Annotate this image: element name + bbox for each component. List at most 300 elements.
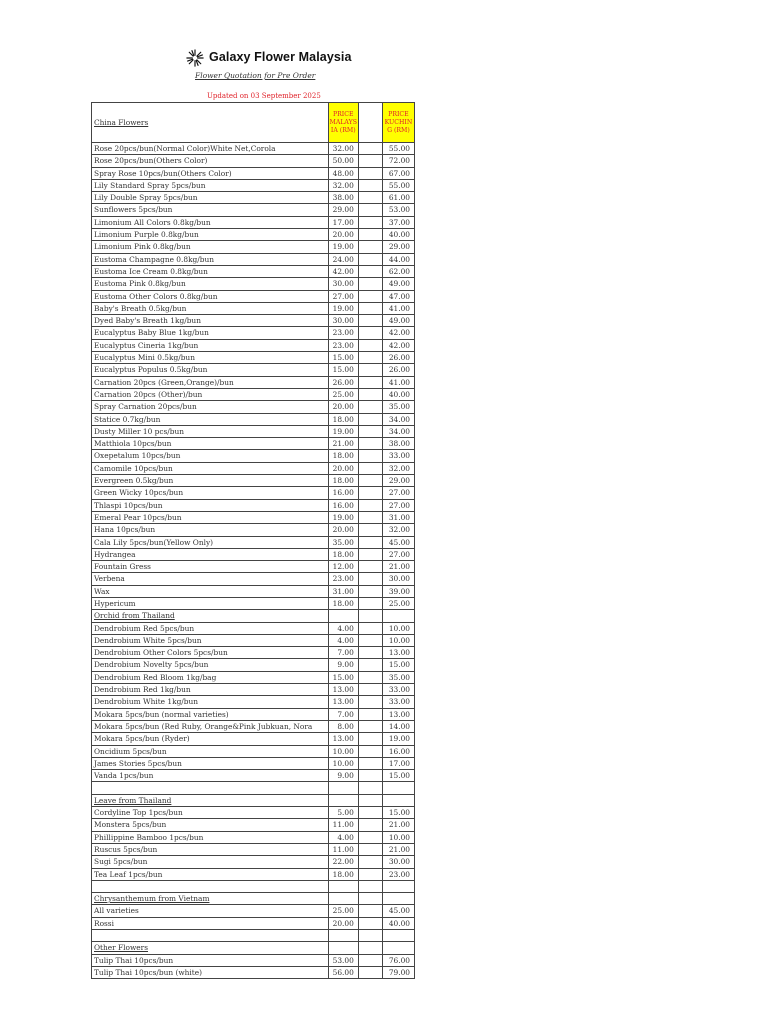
- item-name-cell: Statice 0.7kg/bun: [92, 413, 329, 425]
- spacer-cell: [358, 401, 382, 413]
- item-name-cell: Sunflowers 5pcs/bun: [92, 204, 329, 216]
- item-name-cell: Rose 20pcs/bun(Normal Color)White Net,Corola: [92, 143, 329, 155]
- table-row: [92, 167, 415, 179]
- price-kuching-cell: [382, 782, 414, 794]
- spacer-cell: [358, 942, 382, 954]
- price-kuching-header: PRICE KUCHIN G (RM): [382, 103, 414, 143]
- table-row: [92, 462, 415, 474]
- price-kuching-cell: 21.00: [382, 561, 414, 573]
- spacer-cell: [358, 155, 382, 167]
- table-row: [92, 143, 415, 155]
- spacer-cell: [358, 647, 382, 659]
- spacer-cell: [358, 782, 382, 794]
- spacer-cell: [358, 216, 382, 228]
- price-malaysia-cell: 53.00: [328, 954, 358, 966]
- table-row: [92, 585, 415, 597]
- item-name-cell: Dusty Miller 10 pcs/bun: [92, 425, 329, 437]
- price-malaysia-cell: 13.00: [328, 733, 358, 745]
- table-row: [92, 757, 415, 769]
- table-row: [92, 966, 415, 978]
- price-kuching-cell: 32.00: [382, 524, 414, 536]
- price-malaysia-cell: 18.00: [328, 868, 358, 880]
- item-name-cell: Phillippine Bamboo 1pcs/bun: [92, 831, 329, 843]
- price-malaysia-cell: 20.00: [328, 462, 358, 474]
- table-row: [92, 450, 415, 462]
- spacer-cell: [358, 757, 382, 769]
- section-header-row: [92, 794, 415, 806]
- price-kuching-cell: 14.00: [382, 720, 414, 732]
- spacer-cell: [358, 930, 382, 942]
- table-row: [92, 253, 415, 265]
- table-row: [92, 868, 415, 880]
- spacer-cell: [358, 499, 382, 511]
- price-malaysia-cell: [328, 942, 358, 954]
- spacer-cell: [358, 450, 382, 462]
- price-kuching-cell: 16.00: [382, 745, 414, 757]
- price-malaysia-cell: 11.00: [328, 819, 358, 831]
- table-row: [92, 511, 415, 523]
- price-malaysia-cell: 31.00: [328, 585, 358, 597]
- item-name-cell: Leave from Thailand: [92, 794, 329, 806]
- price-malaysia-cell: 23.00: [328, 339, 358, 351]
- price-malaysia-cell: 15.00: [328, 352, 358, 364]
- price-kuching-cell: 42.00: [382, 327, 414, 339]
- price-malaysia-cell: 19.00: [328, 241, 358, 253]
- price-kuching-cell: 17.00: [382, 757, 414, 769]
- item-name-cell: Limonium Pink 0.8kg/bun: [92, 241, 329, 253]
- spacer-cell: [358, 696, 382, 708]
- item-name-cell: Rose 20pcs/bun(Others Color): [92, 155, 329, 167]
- spacer-cell: [358, 192, 382, 204]
- price-kuching-cell: 31.00: [382, 511, 414, 523]
- table-row: [92, 352, 415, 364]
- price-malaysia-cell: 25.00: [328, 905, 358, 917]
- price-kuching-cell: 15.00: [382, 807, 414, 819]
- item-name-cell: Emeral Pear 10pcs/bun: [92, 511, 329, 523]
- price-table: [91, 102, 415, 979]
- price-kuching-cell: 27.00: [382, 548, 414, 560]
- price-kuching-cell: 13.00: [382, 708, 414, 720]
- item-name-cell: Dendrobium White 5pcs/bun: [92, 634, 329, 646]
- table-row: [92, 315, 415, 327]
- price-malaysia-cell: [328, 880, 358, 892]
- item-name-cell: Dendrobium White 1kg/bun: [92, 696, 329, 708]
- price-malaysia-cell: 17.00: [328, 216, 358, 228]
- table-row: [92, 671, 415, 683]
- item-name-cell: Hypericum: [92, 597, 329, 609]
- price-kuching-cell: 29.00: [382, 475, 414, 487]
- price-kuching-cell: 10.00: [382, 622, 414, 634]
- price-kuching-cell: 27.00: [382, 487, 414, 499]
- item-name-cell: Limonium Purple 0.8kg/bun: [92, 229, 329, 241]
- item-name-cell: Chrysanthemum from Vietnam: [92, 893, 329, 905]
- page-header: [0, 48, 768, 68]
- spacer-cell: [358, 634, 382, 646]
- spacer-cell: [358, 708, 382, 720]
- spacer-cell: [358, 548, 382, 560]
- price-malaysia-cell: 4.00: [328, 831, 358, 843]
- item-name-cell: Evergreen 0.5kg/bun: [92, 475, 329, 487]
- price-malaysia-cell: [328, 794, 358, 806]
- blank-row: [92, 880, 415, 892]
- table-row: [92, 954, 415, 966]
- price-malaysia-cell: 48.00: [328, 167, 358, 179]
- table-row: [92, 905, 415, 917]
- spacer-cell: [358, 204, 382, 216]
- blank-row: [92, 930, 415, 942]
- price-kuching-cell: 30.00: [382, 856, 414, 868]
- spacer-cell: [358, 179, 382, 191]
- item-name-cell: Dendrobium Red 1kg/bun: [92, 684, 329, 696]
- price-malaysia-cell: 18.00: [328, 475, 358, 487]
- document-subtitle: Flower Quotation for Pre Order: [195, 71, 316, 80]
- price-malaysia-cell: 9.00: [328, 770, 358, 782]
- price-kuching-cell: 45.00: [382, 536, 414, 548]
- item-name-cell: Ruscus 5pcs/bun: [92, 843, 329, 855]
- price-kuching-cell: 39.00: [382, 585, 414, 597]
- item-name-cell: Tea Leaf 1pcs/bun: [92, 868, 329, 880]
- spacer-cell: [358, 622, 382, 634]
- spacer-cell: [358, 438, 382, 450]
- table-row: [92, 720, 415, 732]
- spacer-cell: [358, 364, 382, 376]
- spacer-cell: [358, 684, 382, 696]
- table-row: [92, 917, 415, 929]
- spacer-cell: [358, 339, 382, 351]
- price-kuching-cell: 32.00: [382, 462, 414, 474]
- item-name-cell: Lily Double Spray 5pcs/bun: [92, 192, 329, 204]
- price-kuching-cell: 26.00: [382, 352, 414, 364]
- price-malaysia-cell: 10.00: [328, 745, 358, 757]
- starburst-flower-icon: [186, 49, 204, 67]
- table-row: [92, 229, 415, 241]
- item-name-cell: Rossi: [92, 917, 329, 929]
- item-name-cell: Verbena: [92, 573, 329, 585]
- spacer-cell: [358, 807, 382, 819]
- table-row: [92, 376, 415, 388]
- brand-name: Galaxy Flower Malaysia: [209, 50, 352, 64]
- table-row: [92, 216, 415, 228]
- item-name-cell: Mokara 5pcs/bun (Red Ruby, Orange&Pink Jubkuan, Nora: [92, 720, 329, 732]
- price-malaysia-cell: 22.00: [328, 856, 358, 868]
- table-row: [92, 364, 415, 376]
- price-kuching-cell: 23.00: [382, 868, 414, 880]
- price-kuching-cell: 19.00: [382, 733, 414, 745]
- price-malaysia-cell: 20.00: [328, 229, 358, 241]
- price-malaysia-cell: [328, 610, 358, 622]
- spacer-cell: [358, 917, 382, 929]
- price-malaysia-cell: 25.00: [328, 388, 358, 400]
- price-malaysia-cell: 18.00: [328, 548, 358, 560]
- spacer-cell: [358, 868, 382, 880]
- price-malaysia-cell: 29.00: [328, 204, 358, 216]
- category-header: China Flowers: [92, 103, 329, 143]
- spacer-cell: [358, 462, 382, 474]
- item-name-cell: Mokara 5pcs/bun (Ryder): [92, 733, 329, 745]
- table-row: [92, 425, 415, 437]
- price-kuching-cell: 72.00: [382, 155, 414, 167]
- price-malaysia-cell: 5.00: [328, 807, 358, 819]
- spacer-cell: [358, 327, 382, 339]
- price-malaysia-cell: 19.00: [328, 302, 358, 314]
- item-name-cell: Dendrobium Novelty 5pcs/bun: [92, 659, 329, 671]
- price-kuching-cell: [382, 880, 414, 892]
- price-malaysia-cell: 7.00: [328, 647, 358, 659]
- item-name-cell: Carnation 20pcs (Green,Orange)/bun: [92, 376, 329, 388]
- price-malaysia-cell: 10.00: [328, 757, 358, 769]
- spacer-cell: [358, 143, 382, 155]
- table-row: [92, 745, 415, 757]
- price-kuching-cell: 47.00: [382, 290, 414, 302]
- price-kuching-cell: 15.00: [382, 659, 414, 671]
- table-row: [92, 819, 415, 831]
- price-kuching-cell: 40.00: [382, 229, 414, 241]
- price-malaysia-cell: 50.00: [328, 155, 358, 167]
- price-malaysia-cell: 38.00: [328, 192, 358, 204]
- price-kuching-cell: 34.00: [382, 413, 414, 425]
- price-malaysia-cell: 56.00: [328, 966, 358, 978]
- price-kuching-cell: 45.00: [382, 905, 414, 917]
- table-row: [92, 831, 415, 843]
- item-name-cell: Carnation 20pcs (Other)/bun: [92, 388, 329, 400]
- item-name-cell: [92, 782, 329, 794]
- table-row: [92, 573, 415, 585]
- table-row: [92, 659, 415, 671]
- price-kuching-cell: 44.00: [382, 253, 414, 265]
- price-kuching-cell: 13.00: [382, 647, 414, 659]
- price-kuching-cell: 33.00: [382, 450, 414, 462]
- spacer-cell: [358, 843, 382, 855]
- table-row: [92, 696, 415, 708]
- price-malaysia-cell: 7.00: [328, 708, 358, 720]
- spacer-cell: [358, 524, 382, 536]
- item-name-cell: Eucalyptus Mini 0.5kg/bun: [92, 352, 329, 364]
- item-name-cell: Dyed Baby's Breath 1kg/bun: [92, 315, 329, 327]
- price-malaysia-cell: 12.00: [328, 561, 358, 573]
- table-row: [92, 204, 415, 216]
- price-kuching-cell: 61.00: [382, 192, 414, 204]
- item-name-cell: Tulip Thai 10pcs/bun (white): [92, 966, 329, 978]
- spacer-cell: [358, 229, 382, 241]
- table-row: [92, 241, 415, 253]
- price-kuching-cell: [382, 893, 414, 905]
- price-malaysia-cell: 19.00: [328, 425, 358, 437]
- price-malaysia-cell: 18.00: [328, 413, 358, 425]
- price-kuching-cell: 76.00: [382, 954, 414, 966]
- price-kuching-cell: 26.00: [382, 364, 414, 376]
- item-name-cell: James Stories 5pcs/bun: [92, 757, 329, 769]
- price-kuching-cell: 40.00: [382, 388, 414, 400]
- price-kuching-cell: 37.00: [382, 216, 414, 228]
- table-row: [92, 401, 415, 413]
- table-row: [92, 622, 415, 634]
- item-name-cell: Baby's Breath 0.5kg/bun: [92, 302, 329, 314]
- table-row: [92, 438, 415, 450]
- spacer-cell: [358, 315, 382, 327]
- table-row: [92, 843, 415, 855]
- price-kuching-cell: 29.00: [382, 241, 414, 253]
- price-kuching-cell: 53.00: [382, 204, 414, 216]
- item-name-cell: Hydrangea: [92, 548, 329, 560]
- price-malaysia-cell: 20.00: [328, 401, 358, 413]
- table-row: [92, 856, 415, 868]
- price-kuching-cell: 55.00: [382, 179, 414, 191]
- item-name-cell: Limonium All Colors 0.8kg/bun: [92, 216, 329, 228]
- price-kuching-cell: 35.00: [382, 671, 414, 683]
- table-row: [92, 807, 415, 819]
- price-kuching-cell: 15.00: [382, 770, 414, 782]
- price-malaysia-cell: 18.00: [328, 597, 358, 609]
- price-malaysia-cell: 23.00: [328, 327, 358, 339]
- spacer-cell: [358, 720, 382, 732]
- price-malaysia-cell: 18.00: [328, 450, 358, 462]
- spacer-cell: [358, 376, 382, 388]
- table-row: [92, 536, 415, 548]
- spacer-cell: [358, 265, 382, 277]
- price-kuching-cell: 49.00: [382, 315, 414, 327]
- spacer-cell: [358, 241, 382, 253]
- item-name-cell: Other Flowers: [92, 942, 329, 954]
- price-malaysia-cell: 32.00: [328, 179, 358, 191]
- spacer-cell: [358, 831, 382, 843]
- price-malaysia-cell: 16.00: [328, 487, 358, 499]
- table-row: [92, 290, 415, 302]
- item-name-cell: Cordyline Top 1pcs/bun: [92, 807, 329, 819]
- spacer-cell: [358, 302, 382, 314]
- price-malaysia-cell: 35.00: [328, 536, 358, 548]
- item-name-cell: Eustoma Pink 0.8kg/bun: [92, 278, 329, 290]
- price-kuching-cell: 67.00: [382, 167, 414, 179]
- item-name-cell: Tulip Thai 10pcs/bun: [92, 954, 329, 966]
- spacer-cell: [358, 290, 382, 302]
- spacer-cell: [358, 511, 382, 523]
- item-name-cell: Fountain Gress: [92, 561, 329, 573]
- price-kuching-cell: 27.00: [382, 499, 414, 511]
- price-kuching-cell: 33.00: [382, 696, 414, 708]
- price-malaysia-cell: 13.00: [328, 684, 358, 696]
- spacer-cell: [358, 103, 382, 143]
- price-kuching-cell: 79.00: [382, 966, 414, 978]
- updated-date: Updated on 03 September 2025: [207, 92, 321, 100]
- spacer-cell: [358, 597, 382, 609]
- price-kuching-cell: 55.00: [382, 143, 414, 155]
- table-row: [92, 265, 415, 277]
- price-malaysia-cell: 30.00: [328, 278, 358, 290]
- spacer-cell: [358, 253, 382, 265]
- table-row: [92, 499, 415, 511]
- price-kuching-cell: 42.00: [382, 339, 414, 351]
- spacer-cell: [358, 413, 382, 425]
- table-row: [92, 155, 415, 167]
- item-name-cell: [92, 880, 329, 892]
- spacer-cell: [358, 905, 382, 917]
- item-name-cell: Matthiola 10pcs/bun: [92, 438, 329, 450]
- spacer-cell: [358, 770, 382, 782]
- item-name-cell: [92, 930, 329, 942]
- spacer-cell: [358, 388, 382, 400]
- spacer-cell: [358, 425, 382, 437]
- section-header-row: [92, 942, 415, 954]
- price-kuching-cell: 34.00: [382, 425, 414, 437]
- price-malaysia-cell: 15.00: [328, 364, 358, 376]
- price-kuching-cell: [382, 930, 414, 942]
- table-row: [92, 561, 415, 573]
- price-malaysia-cell: 26.00: [328, 376, 358, 388]
- price-malaysia-cell: [328, 782, 358, 794]
- item-name-cell: All varieties: [92, 905, 329, 917]
- item-name-cell: Lily Standard Spray 5pcs/bun: [92, 179, 329, 191]
- item-name-cell: Eustoma Ice Cream 0.8kg/bun: [92, 265, 329, 277]
- price-kuching-cell: 49.00: [382, 278, 414, 290]
- table-row: [92, 487, 415, 499]
- table-row: [92, 708, 415, 720]
- table-row: [92, 684, 415, 696]
- section-header-row: [92, 610, 415, 622]
- spacer-cell: [358, 880, 382, 892]
- spacer-cell: [358, 278, 382, 290]
- price-kuching-cell: 38.00: [382, 438, 414, 450]
- price-kuching-cell: 41.00: [382, 376, 414, 388]
- item-name-cell: Hana 10pcs/bun: [92, 524, 329, 536]
- item-name-cell: Dendrobium Red Bloom 1kg/bag: [92, 671, 329, 683]
- price-malaysia-cell: 23.00: [328, 573, 358, 585]
- price-kuching-cell: 40.00: [382, 917, 414, 929]
- spacer-cell: [358, 610, 382, 622]
- price-malaysia-cell: 20.00: [328, 917, 358, 929]
- spacer-cell: [358, 536, 382, 548]
- item-name-cell: Camomile 10pcs/bun: [92, 462, 329, 474]
- price-malaysia-cell: 16.00: [328, 499, 358, 511]
- spacer-cell: [358, 487, 382, 499]
- table-row: [92, 278, 415, 290]
- item-name-cell: Dendrobium Red 5pcs/bun: [92, 622, 329, 634]
- price-kuching-cell: 25.00: [382, 597, 414, 609]
- table-row: [92, 302, 415, 314]
- item-name-cell: Dendrobium Other Colors 5pcs/bun: [92, 647, 329, 659]
- item-name-cell: Eucalyptus Cineria 1kg/bun: [92, 339, 329, 351]
- price-kuching-cell: 10.00: [382, 831, 414, 843]
- spacer-cell: [358, 573, 382, 585]
- table-row: [92, 179, 415, 191]
- spacer-cell: [358, 819, 382, 831]
- price-malaysia-cell: 11.00: [328, 843, 358, 855]
- table-row: [92, 192, 415, 204]
- price-kuching-cell: [382, 942, 414, 954]
- price-malaysia-cell: 4.00: [328, 622, 358, 634]
- price-malaysia-cell: 30.00: [328, 315, 358, 327]
- spacer-cell: [358, 167, 382, 179]
- price-kuching-cell: 21.00: [382, 843, 414, 855]
- item-name-cell: Orchid from Thailand: [92, 610, 329, 622]
- blank-row: [92, 782, 415, 794]
- price-malaysia-cell: 8.00: [328, 720, 358, 732]
- item-name-cell: Eucalyptus Baby Blue 1kg/bun: [92, 327, 329, 339]
- spacer-cell: [358, 893, 382, 905]
- price-kuching-cell: [382, 610, 414, 622]
- item-name-cell: Oncidium 5pcs/bun: [92, 745, 329, 757]
- spacer-cell: [358, 856, 382, 868]
- price-malaysia-cell: 32.00: [328, 143, 358, 155]
- item-name-cell: Cala Lily 5pcs/bun(Yellow Only): [92, 536, 329, 548]
- table-header-row: [92, 103, 415, 143]
- item-name-cell: Spray Carnation 20pcs/bun: [92, 401, 329, 413]
- price-kuching-cell: 35.00: [382, 401, 414, 413]
- spacer-cell: [358, 659, 382, 671]
- section-header-row: [92, 893, 415, 905]
- item-name-cell: Sugi 5pcs/bun: [92, 856, 329, 868]
- table-row: [92, 548, 415, 560]
- spacer-cell: [358, 794, 382, 806]
